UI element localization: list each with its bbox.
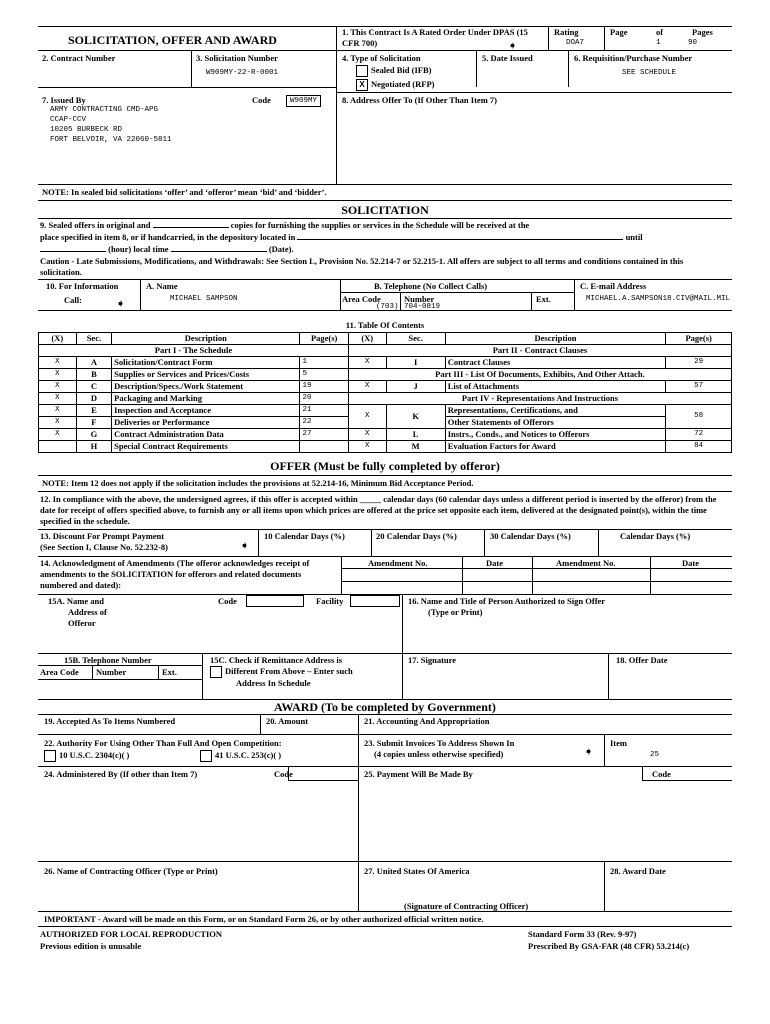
- authorized-reproduction: AUTHORIZED FOR LOCAL REPRODUCTION: [40, 929, 223, 939]
- arrow-right-icon: ➧: [508, 39, 518, 52]
- phone-number-label: Number: [96, 667, 127, 677]
- issued-by-code-value: W909MY: [286, 95, 321, 107]
- amendment-no-label-2: Amendment No.: [556, 558, 616, 568]
- note-sealed-bid: NOTE: In sealed bid solicitations ‘offer’ and ‘offeror’ mean ‘bid’ and ‘bidder’.: [42, 187, 327, 197]
- area-code-value: (703): [376, 303, 399, 311]
- name-label: A. Name: [146, 281, 178, 291]
- negotiated-checkbox[interactable]: X: [356, 79, 368, 91]
- solicitation-number-value: W909MY-22-R-0001: [206, 69, 279, 77]
- item24-label: 24. Administered By (If other than Item 7): [44, 769, 198, 779]
- phone-ext-label: Ext.: [162, 667, 177, 677]
- number-label: Number: [404, 294, 435, 304]
- item15a-label: 15A. Name and Address of Offeror: [48, 596, 107, 628]
- requisition-label: 6. Requisition/Purchase Number: [574, 53, 693, 63]
- sealed-bid-checkbox[interactable]: [356, 65, 368, 77]
- item13-label: 13. Discount For Prompt Payment (See Section I, Clause No. 52.232-8): [40, 531, 168, 552]
- item18-label: 18. Offer Date: [616, 655, 668, 665]
- item9-line3: (hour) local time (Date).: [40, 244, 294, 254]
- toc-row: H Special Contract Requirements X M Evaluation Factors for Award 84: [39, 441, 732, 453]
- telephone-label: B. Telephone (No Collect Calls): [374, 281, 488, 291]
- item27-signature-label: (Signature of Contracting Officer): [404, 901, 529, 911]
- toc-row: X D Packaging and Marking 20 Part IV - Representations And Instructions: [39, 393, 732, 405]
- item22-label: 22. Authority For Using Other Than Full And Open Competition:: [44, 738, 282, 748]
- facility-label: Facility: [316, 596, 344, 606]
- usc-2304-option[interactable]: 10 U.S.C. 2304(c)( ): [44, 750, 129, 762]
- item28-label: 28. Award Date: [610, 866, 666, 876]
- item16-label: 16. Name and Title of Person Authorized to Sign Offer (Type or Print): [408, 596, 606, 617]
- issued-by-address: ARMY CONTRACTING CMD-APG CCAP-CCV 10205 BURBECK RD FORT BELVOIR, VA 22060-5811: [50, 106, 172, 144]
- item12-text: 12. In compliance with the above, the undersigned agrees, if this offer is accepted within _____ calendar days (60 calendar days unless a different period is inserted by the offeror) from the date for receipt of offers specified above, to furnish any or all items upon which prices are offered at the price set opposite each item, delivered at the designated point(s), within the time specified in the schedule.: [40, 494, 717, 526]
- info-label: 10. For Information: [46, 281, 119, 291]
- rated-order-label: 1. This Contract Is A Rated Order Under DPAS (15 CFR 700): [342, 27, 528, 48]
- issued-by-label: 7. Issued By: [42, 95, 86, 105]
- facility-field[interactable]: [350, 595, 400, 607]
- negotiated-option[interactable]: X Negotiated (RFP): [356, 79, 435, 91]
- ext-label: Ext.: [536, 294, 551, 304]
- toc-row: X F Deliveries or Performance 22 Other Statements of Offerors: [39, 417, 732, 429]
- item20-label: 20. Amount: [266, 716, 309, 726]
- email-label: C. E-mail Address: [580, 281, 647, 291]
- item21-label: 21. Accounting And Appropriation: [364, 716, 490, 726]
- award-heading: AWARD (To be completed by Government): [274, 700, 496, 714]
- item27-label: 27. United States Of America: [364, 866, 470, 876]
- rating-label: Rating: [554, 27, 579, 37]
- offeror-code-label: Code: [218, 596, 237, 606]
- rating-value: DOA7: [566, 39, 585, 47]
- phone-area-code-label: Area Code: [40, 667, 79, 677]
- contract-number-label: 2. Contract Number: [42, 53, 116, 63]
- discount-30: 30 Calendar Days (%): [490, 531, 571, 541]
- discount-10: 10 Calendar Days (%): [264, 531, 345, 541]
- area-code-label: Area Code: [342, 294, 381, 304]
- toc-row: X C Description/Specs./Work Statement 19 X J List of Attachments 57: [39, 381, 732, 393]
- prescribed-by-label: Prescribed By GSA-FAR (48 CFR) 53.214(c): [528, 941, 690, 951]
- toc-row: X A Solicitation/Contract Form 1 X I Contract Clauses 29: [39, 357, 732, 369]
- address-offer-label: 8. Address Offer To (If Other Than Item 7): [342, 95, 497, 105]
- of-label: of: [656, 27, 664, 37]
- item23-label: 23. Submit Invoices To Address Shown In (4 copies unless otherwise specified): [364, 738, 515, 759]
- sealed-bid-option[interactable]: Sealed Bid (IFB): [356, 65, 431, 77]
- form-title: SOLICITATION, OFFER AND AWARD: [68, 33, 277, 47]
- offer-heading: OFFER (Must be fully completed by offeror): [270, 459, 500, 473]
- usc-253-option[interactable]: 41 U.S.C. 253(c)( ): [200, 750, 281, 762]
- item19-label: 19. Accepted As To Items Numbered: [44, 716, 176, 726]
- item15b-label: 15B. Telephone Number: [64, 655, 152, 665]
- item9-line1: 9. Sealed offers in original and copies for furnishing the supplies or services in the Schedule will be received at the: [40, 220, 530, 230]
- item25-code-label: Code: [652, 769, 671, 779]
- item26-label: 26. Name of Contracting Officer (Type or Print): [44, 866, 218, 876]
- arrow-right-icon: ➧: [584, 745, 594, 758]
- usc-2304-checkbox[interactable]: [44, 750, 56, 762]
- email-value: MICHAEL.A.SAMPSON18.CIV@MAIL.MIL: [586, 295, 731, 303]
- pages-label: Pages: [692, 27, 713, 37]
- arrow-right-icon: ➧: [116, 297, 126, 310]
- offeror-code-field[interactable]: [246, 595, 304, 607]
- item25-label: 25. Payment Will Be Made By: [364, 769, 473, 779]
- item9-line2: place specified in item 8, or if handcarried, in the depository located in until: [40, 232, 643, 242]
- note-item12: NOTE: Item 12 does not apply if the solicitation includes the provisions at 52.214-16, Minimum Bid Acceptance Period.: [42, 478, 474, 488]
- item17-label: 17. Signature: [408, 655, 457, 665]
- pages-value: 90: [688, 39, 698, 47]
- discount-cal: Calendar Days (%): [620, 531, 691, 541]
- usc-253-checkbox[interactable]: [200, 750, 212, 762]
- page-label: Page: [610, 27, 628, 37]
- toc-row: X B Supplies or Services and Prices/Costs 5 Part III - List Of Documents, Exhibits, And Other Attach.: [39, 369, 732, 381]
- item14-text: 14. Acknowledgment of Amendments (The offeror acknowledges receipt of amendments to the SOLICITATION for offerors and related documents numbered and dated):: [40, 558, 310, 590]
- amendment-no-label: Amendment No.: [368, 558, 428, 568]
- number-value: 704-0819: [404, 303, 441, 311]
- remittance-checkbox[interactable]: [210, 666, 222, 678]
- date-issued-label: 5. Date Issued: [482, 53, 533, 63]
- standard-form-label: Standard Form 33 (Rev. 9-97): [528, 929, 637, 939]
- page-value: 1: [656, 39, 661, 47]
- important-note: IMPORTANT - Award will be made on this Form, or on Standard Form 26, or by other authorized official written notice.: [44, 914, 484, 924]
- toc-row: X E Inspection and Acceptance 21 X K Representations, Certifications, and 58: [39, 405, 732, 417]
- name-value: MICHAEL SAMPSON: [170, 295, 238, 303]
- solicitation-heading: SOLICITATION: [341, 203, 429, 217]
- item-label: Item: [610, 738, 627, 748]
- toc-table: (X) Sec. Description Page(s) (X) Sec. Description Page(s) Part I - The Schedule Part II - Contract Clauses X A Solicitation/Contract Form 1 X I Contract Clauses 29 X B Supplies or Services and Prices/Costs 5 Part III - List Of Documents, Exhibits, And Other Attach. X C Description/Specs./Work Statement 19 X J List of Attachments 57 X D Packaging and Marking 20 Part IV - Representations And Instructions X E Inspection and Acceptance 21 X K Representations, Certifications, and 58 X F Deliveries or Performance 22 Other Statements of Offerors X G Contract Administration Data 27 X L Instrs., Conds., and Notices to Offerors 72 H Special Contract Requirements X M Evaluation Factors for Award 84: [38, 332, 732, 453]
- solicitation-number-label: 3. Solicitation Number: [196, 53, 278, 63]
- amendment-date-label-2: Date: [682, 558, 699, 568]
- arrow-right-icon: ➧: [240, 539, 250, 552]
- call-label: Call:: [64, 295, 82, 305]
- toc-row: X G Contract Administration Data 27 X L Instrs., Conds., and Notices to Offerors 72: [39, 429, 732, 441]
- requisition-value: SEE SCHEDULE: [622, 69, 677, 77]
- issued-by-code-label: Code: [252, 95, 271, 105]
- discount-20: 20 Calendar Days (%): [376, 531, 457, 541]
- caution-text: Caution - Late Submissions, Modifications, and Withdrawals: See Section L, Provision No. 52.214-7 or 52.215-1. All offers are subject to all terms and conditions contained in this solicitation.: [40, 256, 684, 277]
- item24-code-label: Code: [274, 769, 293, 779]
- type-of-solicitation-label: 4. Type of Solicitation: [342, 53, 421, 63]
- item15c-label: 15C. Check if Remittance Address is Different From Above – Enter such Address In Schedule: [210, 655, 353, 689]
- item-value: 25: [650, 751, 660, 759]
- toc-heading: 11. Table Of Contents: [345, 320, 425, 330]
- amendment-date-label: Date: [486, 558, 503, 568]
- previous-edition: Previous edition is unusable: [40, 941, 142, 951]
